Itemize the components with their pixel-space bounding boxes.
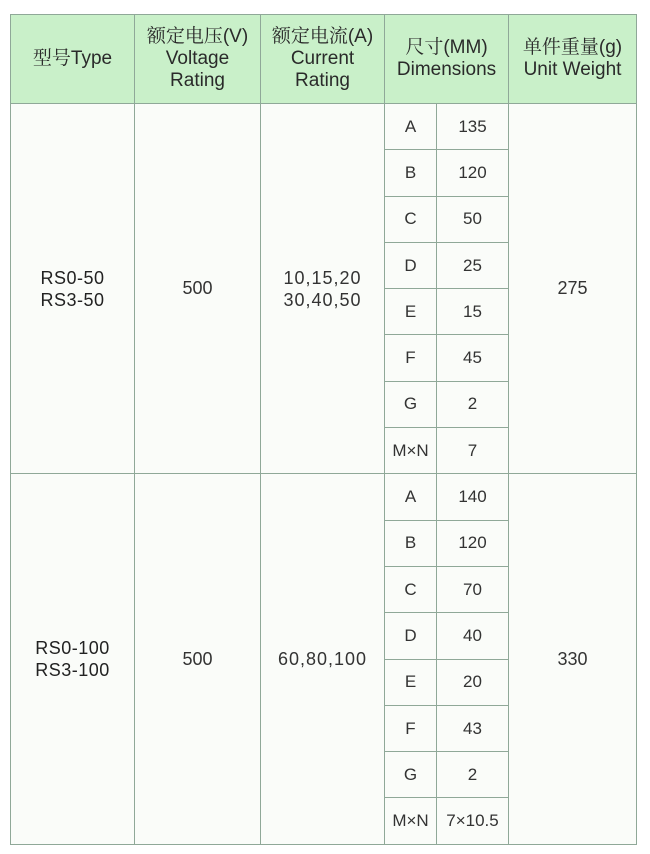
header-row bbox=[11, 15, 637, 104]
dim-value: 15 bbox=[437, 289, 509, 335]
dim-value: 25 bbox=[437, 242, 509, 288]
dim-value: 120 bbox=[437, 150, 509, 196]
dim-label: D bbox=[385, 242, 437, 288]
dim-value: 135 bbox=[437, 104, 509, 150]
model-cell: RS0-100 RS3-100 bbox=[11, 474, 135, 844]
header-current: 额定电流(A) Current Rating bbox=[261, 15, 385, 104]
dim-value: 7×10.5 bbox=[437, 798, 509, 844]
voltage-cell: 500 bbox=[135, 104, 261, 474]
table-row bbox=[11, 474, 637, 520]
header-weight: 单件重量(g) Unit Weight bbox=[509, 15, 637, 104]
dim-value: 2 bbox=[437, 381, 509, 427]
dim-value: 50 bbox=[437, 196, 509, 242]
dim-label: F bbox=[385, 705, 437, 751]
model-cell: RS0-50 RS3-50 bbox=[11, 104, 135, 474]
current-cell: 60,80,100 bbox=[261, 474, 385, 844]
dim-value: 40 bbox=[437, 613, 509, 659]
dim-label: A bbox=[385, 104, 437, 150]
voltage-cell: 500 bbox=[135, 474, 261, 844]
dim-label: G bbox=[385, 752, 437, 798]
dim-label: A bbox=[385, 474, 437, 520]
header-type: 型号Type bbox=[11, 15, 135, 104]
header-voltage: 额定电压(V) Voltage Rating bbox=[135, 15, 261, 104]
spec-table bbox=[10, 14, 637, 845]
dim-value: 45 bbox=[437, 335, 509, 381]
dim-value: 120 bbox=[437, 520, 509, 566]
current-cell: 10,15,20 30,40,50 bbox=[261, 104, 385, 474]
weight-cell: 330 bbox=[509, 474, 637, 844]
dim-value: 20 bbox=[437, 659, 509, 705]
dim-label: F bbox=[385, 335, 437, 381]
dim-label: G bbox=[385, 381, 437, 427]
spec-sheet bbox=[10, 14, 636, 840]
dim-label: B bbox=[385, 520, 437, 566]
dim-label: B bbox=[385, 150, 437, 196]
dim-label: C bbox=[385, 196, 437, 242]
dim-label: M×N bbox=[385, 798, 437, 844]
header-dimensions: 尺寸(MM) Dimensions bbox=[385, 15, 509, 104]
dim-label: M×N bbox=[385, 428, 437, 474]
dim-label: D bbox=[385, 613, 437, 659]
weight-cell: 275 bbox=[509, 104, 637, 474]
table-row bbox=[11, 104, 637, 150]
dim-label: E bbox=[385, 659, 437, 705]
dim-value: 70 bbox=[437, 566, 509, 612]
dim-value: 43 bbox=[437, 705, 509, 751]
dim-label: C bbox=[385, 566, 437, 612]
dim-label: E bbox=[385, 289, 437, 335]
dim-value: 7 bbox=[437, 428, 509, 474]
dim-value: 2 bbox=[437, 752, 509, 798]
dim-value: 140 bbox=[437, 474, 509, 520]
